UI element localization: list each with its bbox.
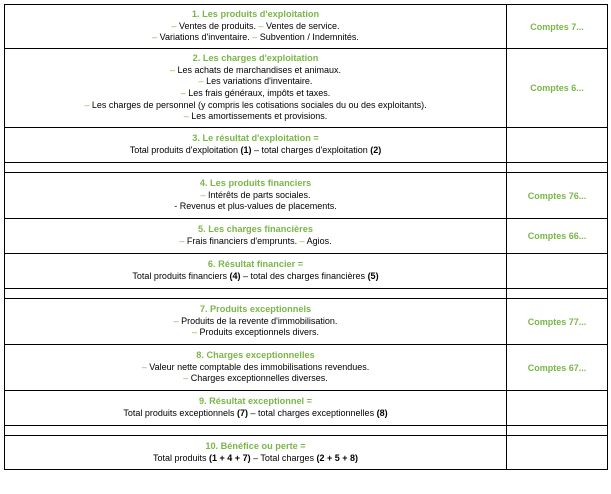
income-statement-table bbox=[4, 4, 608, 470]
section-line bbox=[5, 327, 506, 339]
section-title: 6. Résultat financier = bbox=[207, 259, 304, 270]
line-text: Produits de la revente d'immobilisation. bbox=[181, 315, 338, 326]
bullet-dash: – bbox=[152, 32, 160, 43]
bullet-dash: – bbox=[171, 20, 179, 31]
section-line bbox=[5, 453, 506, 465]
line-text: Ventes de produits. bbox=[178, 20, 259, 31]
line-text: Total produits d'exploitation bbox=[129, 145, 241, 155]
section-content-cell bbox=[5, 5, 507, 49]
spacer-row bbox=[5, 163, 608, 173]
bullet-dash: – bbox=[84, 99, 92, 110]
account-cell: Comptes 7... bbox=[507, 5, 608, 49]
section-line bbox=[5, 190, 506, 202]
section-title: 10. Bénéfice ou perte = bbox=[205, 440, 306, 451]
section-title: 7. Produits exceptionnels bbox=[199, 304, 312, 315]
section-content-cell bbox=[5, 436, 507, 470]
spacer-cell bbox=[507, 426, 608, 436]
section-title: 8. Charges exceptionnelles bbox=[196, 350, 315, 361]
section-title: 3. Le résultat d'exploitation = bbox=[192, 133, 319, 144]
section-line bbox=[5, 76, 506, 88]
section-row bbox=[5, 345, 608, 391]
section-line bbox=[5, 88, 506, 100]
line-text: Intérêts de parts sociales. bbox=[207, 189, 311, 200]
line-text: Charges exceptionnelles diverses. bbox=[190, 373, 328, 384]
line-text: – total des charges financières bbox=[240, 271, 368, 281]
formula-reference: (1) bbox=[240, 145, 252, 155]
bullet-dash: – bbox=[198, 76, 207, 87]
section-line bbox=[5, 201, 506, 213]
section-row bbox=[5, 254, 608, 289]
section-title: 4. Les produits financiers bbox=[199, 178, 312, 189]
section-content-cell bbox=[5, 49, 507, 128]
section-content-cell bbox=[5, 254, 507, 289]
bullet-dash: – bbox=[258, 20, 267, 31]
account-cell: Comptes 6... bbox=[507, 49, 608, 128]
section-row bbox=[5, 49, 608, 128]
formula-reference: (2) bbox=[370, 145, 382, 155]
section-row bbox=[5, 5, 608, 49]
spacer-cell bbox=[5, 289, 507, 299]
bullet-dash: – bbox=[200, 189, 208, 200]
account-cell bbox=[507, 128, 608, 163]
line-text: Subvention / Indemnités. bbox=[259, 32, 359, 43]
line-text: Les charges de personnel (y compris les cotisations sociales du ou des exploitants). bbox=[91, 99, 427, 110]
line-text: Frais financiers d'emprunts. bbox=[186, 236, 300, 246]
section-content-cell bbox=[5, 128, 507, 163]
line-text: Total produits exceptionnels bbox=[123, 408, 237, 418]
bullet-dash: – bbox=[299, 236, 307, 246]
section-content-cell bbox=[5, 345, 507, 391]
section-title: 5. Les charges financières bbox=[198, 224, 313, 235]
bullet-dash: – bbox=[183, 373, 191, 384]
line-text: Les achats de marchandises et animaux. bbox=[177, 64, 342, 75]
account-cell bbox=[507, 391, 608, 426]
line-text: Les frais généraux, impôts et taxes. bbox=[188, 88, 331, 98]
bullet-dash: – bbox=[179, 236, 187, 246]
section-title: 2. Les charges d'exploitation bbox=[192, 53, 319, 64]
account-cell: Comptes 66... bbox=[507, 219, 608, 254]
section-line bbox=[5, 145, 506, 157]
section-line bbox=[5, 21, 506, 33]
formula-reference: (1 + 4 + 7) bbox=[209, 452, 251, 463]
section-line bbox=[5, 65, 506, 77]
section-row bbox=[5, 391, 608, 426]
section-line bbox=[5, 111, 506, 123]
line-text: – total charges exceptionnelles bbox=[247, 408, 377, 418]
line-text: Valeur nette comptable des immobilisations revendues. bbox=[149, 361, 370, 372]
section-line bbox=[5, 100, 506, 112]
section-row bbox=[5, 128, 608, 163]
section-line bbox=[5, 236, 506, 248]
line-text: Ventes de service. bbox=[266, 20, 340, 31]
section-line bbox=[5, 316, 506, 328]
section-row bbox=[5, 299, 608, 345]
line-text: Agios. bbox=[306, 236, 332, 246]
section-title: 9. Résultat exceptionnel = bbox=[198, 396, 313, 407]
section-line bbox=[5, 408, 506, 420]
section-content-cell bbox=[5, 391, 507, 426]
account-cell: Comptes 67... bbox=[507, 345, 608, 391]
line-text: – Total charges bbox=[250, 452, 317, 463]
line-text: Total produits financiers bbox=[132, 271, 230, 281]
line-text: Variations d'inventaire. bbox=[159, 32, 253, 43]
bullet-dash: – bbox=[252, 32, 260, 43]
account-cell: Comptes 76... bbox=[507, 173, 608, 219]
spacer-row bbox=[5, 289, 608, 299]
line-text: Total produits bbox=[153, 452, 210, 463]
section-line bbox=[5, 271, 506, 283]
section-content-cell bbox=[5, 299, 507, 345]
section-line bbox=[5, 373, 506, 385]
bullet-dash: – bbox=[141, 361, 150, 372]
line-text: - Revenus et plus-values de placements. bbox=[174, 201, 337, 212]
formula-reference: (4) bbox=[229, 271, 241, 281]
spacer-cell bbox=[5, 163, 507, 173]
bullet-dash: – bbox=[180, 88, 189, 98]
section-title: 1. Les produits d'exploitation bbox=[191, 9, 320, 20]
account-cell: Comptes 77... bbox=[507, 299, 608, 345]
section-row bbox=[5, 219, 608, 254]
formula-reference: (7) bbox=[236, 408, 248, 418]
spacer-cell bbox=[507, 163, 608, 173]
spacer-cell bbox=[5, 426, 507, 436]
section-line bbox=[5, 32, 506, 44]
line-text: Les variations d'inventaire. bbox=[206, 76, 313, 87]
spacer-cell bbox=[507, 289, 608, 299]
section-row bbox=[5, 173, 608, 219]
bullet-dash: – bbox=[169, 64, 178, 75]
bullet-dash: – bbox=[173, 315, 182, 326]
section-line bbox=[5, 362, 506, 374]
line-text: – total charges d'exploitation bbox=[251, 145, 371, 155]
bullet-dash: – bbox=[191, 327, 200, 338]
section-content-cell bbox=[5, 173, 507, 219]
account-cell bbox=[507, 254, 608, 289]
formula-reference: (5) bbox=[367, 271, 379, 281]
line-text: Produits exceptionnels divers. bbox=[199, 327, 320, 338]
account-cell bbox=[507, 436, 608, 470]
formula-reference: (8) bbox=[376, 408, 388, 418]
line-text: Les amortissements et provisions. bbox=[191, 111, 328, 122]
section-content-cell bbox=[5, 219, 507, 254]
section-row bbox=[5, 436, 608, 470]
bullet-dash: – bbox=[183, 111, 192, 122]
spacer-row bbox=[5, 426, 608, 436]
formula-reference: (2 + 5 + 8) bbox=[316, 452, 358, 463]
